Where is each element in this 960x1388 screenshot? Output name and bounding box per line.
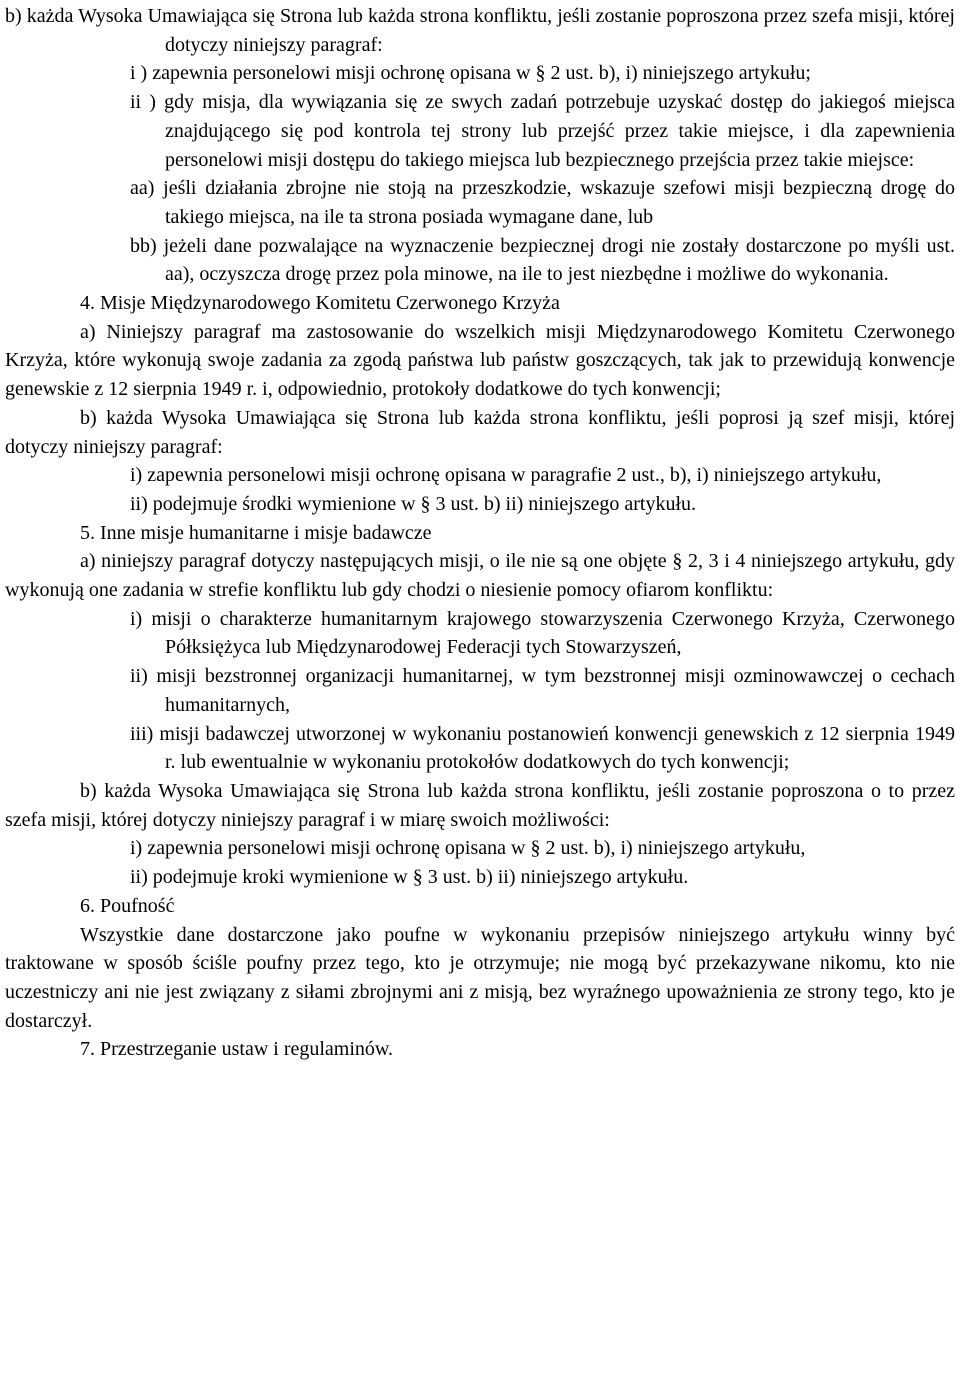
section-heading-7: 7. Przestrzeganie ustaw i regulaminów. — [80, 1038, 394, 1061]
list-item-5a-ii: ii) misji bezstronnej organizacji humanitarnej, w tym bezstronnej misji ozminowawczej o cechach humanitarnych, — [130, 665, 955, 716]
list-item-4b-i: i) zapewnia personelowi misji ochronę opisana w paragrafie 2 ust., b), i) niniejszego artykułu, — [130, 464, 882, 487]
section-heading-4: 4. Misje Międzynarodowego Komitetu Czerwonego Krzyża — [80, 292, 560, 315]
paragraph-5a: a) niniejszy paragraf dotyczy następujących misji, o ile nie są one objęte § 2, 3 i 4 niniejszego artykułu, gdy wykonują one zadania w strefie konfliktu lub gdy chodzi o niesienie pomocy ofiarom konfliktu: — [5, 550, 955, 602]
paragraph-4a: a) Niniejszy paragraf ma zastosowanie do wszelkich misji Międzynarodowego Komitetu Czerwonego Krzyża, które wykonują swoje zadania za zgodą państwa lub państw goszczących, tak jak to przewidują konwencje genewskie z 12 sierpnia 1949 r. i, odpowiednio, protokoły dodatkowe do tych konwencji; — [5, 320, 955, 401]
section-heading-5: 5. Inne misje humanitarne i misje badawcze — [80, 521, 432, 544]
list-item-5a-iii: iii) misji badawczej utworzonej w wykonaniu postanowień konwencji genewskich z 12 sierpnia 1949 r. lub ewentualnie w wykonaniu protokołów dodatkowych do tych konwencji; — [130, 722, 955, 774]
list-item-3b-ii-aa: aa) jeśli działania zbrojne nie stoją na przeszkodzie, wskazuje szefowi misji bezpieczną drogę do takiego miejsca, na ile ta strona posiada wymagane dane, lub — [130, 177, 955, 228]
paragraph-3b: b) każda Wysoka Umawiająca się Strona lub każda strona konfliktu, jeśli zostanie poproszona przez szefa misji, której dotyczy niniejszy paragraf: — [5, 5, 955, 56]
list-item-5a-i: i) misji o charakterze humanitarnym krajowego stowarzyszenia Czerwonego Krzyża, Czerwonego Półksiężyca lub Międzynarodowej Federacji tych Stowarzyszeń, — [130, 607, 955, 659]
list-item-3b-ii-bb: bb) jeżeli dane pozwalające na wyznaczenie bezpiecznej drogi nie zostały dostarczone po myśli ust. aa), oczyszcza drogę przez pola minowe, na ile to jest niezbędne i możliwe do wykonania. — [130, 234, 955, 286]
section-heading-6: 6. Poufność — [80, 894, 175, 917]
list-item-3b-ii: ii ) gdy misja, dla wywiązania się ze swych zadań potrzebuje uzyskać dostęp do jakiegoś miejsca znajdującego się pod kontrola tej strony lub przejść przez takie miejsce, i dla zapewnienia personelowi misji dostępu do takiego miejsca lub bezpiecznego przejścia przez takie miejsce: — [130, 91, 955, 171]
paragraph-6: Wszystkie dane dostarczone jako poufne w wykonaniu przepisów niniejszego artykułu winny być traktowane w sposób ściśle poufny przez tego, kto je otrzymuje; nie mogą być przekazywane nikomu, kto nie uczestniczy ani nie jest związany z siłami zbrojnymi ani z misją, bez wyraźnego upoważnienia ze strony tego, kto je dostarczył. — [5, 923, 955, 1032]
list-item-5b-i: i) zapewnia personelowi misji ochronę opisana w § 2 ust. b), i) niniejszego artykułu, — [130, 837, 806, 860]
paragraph-5b: b) każda Wysoka Umawiająca się Strona lub każda strona konfliktu, jeśli zostanie poproszona o to przez szefa misji, której dotyczy niniejszy paragraf i w miarę swoich możliwości: — [5, 779, 955, 831]
list-item-5b-ii: ii) podejmuje kroki wymienione w § 3 ust. b) ii) niniejszego artykułu. — [130, 866, 689, 889]
list-item-4b-ii: ii) podejmuje środki wymienione w § 3 ust. b) ii) niniejszego artykułu. — [130, 492, 697, 515]
paragraph-4b: b) każda Wysoka Umawiająca się Strona lub każda strona konfliktu, jeśli poprosi ją szef misji, której dotyczy niniejszy paragraf: — [5, 406, 955, 458]
list-item-3b-i: i ) zapewnia personelowi misji ochronę opisana w § 2 ust. b), i) niniejszego artykułu; — [130, 62, 811, 85]
